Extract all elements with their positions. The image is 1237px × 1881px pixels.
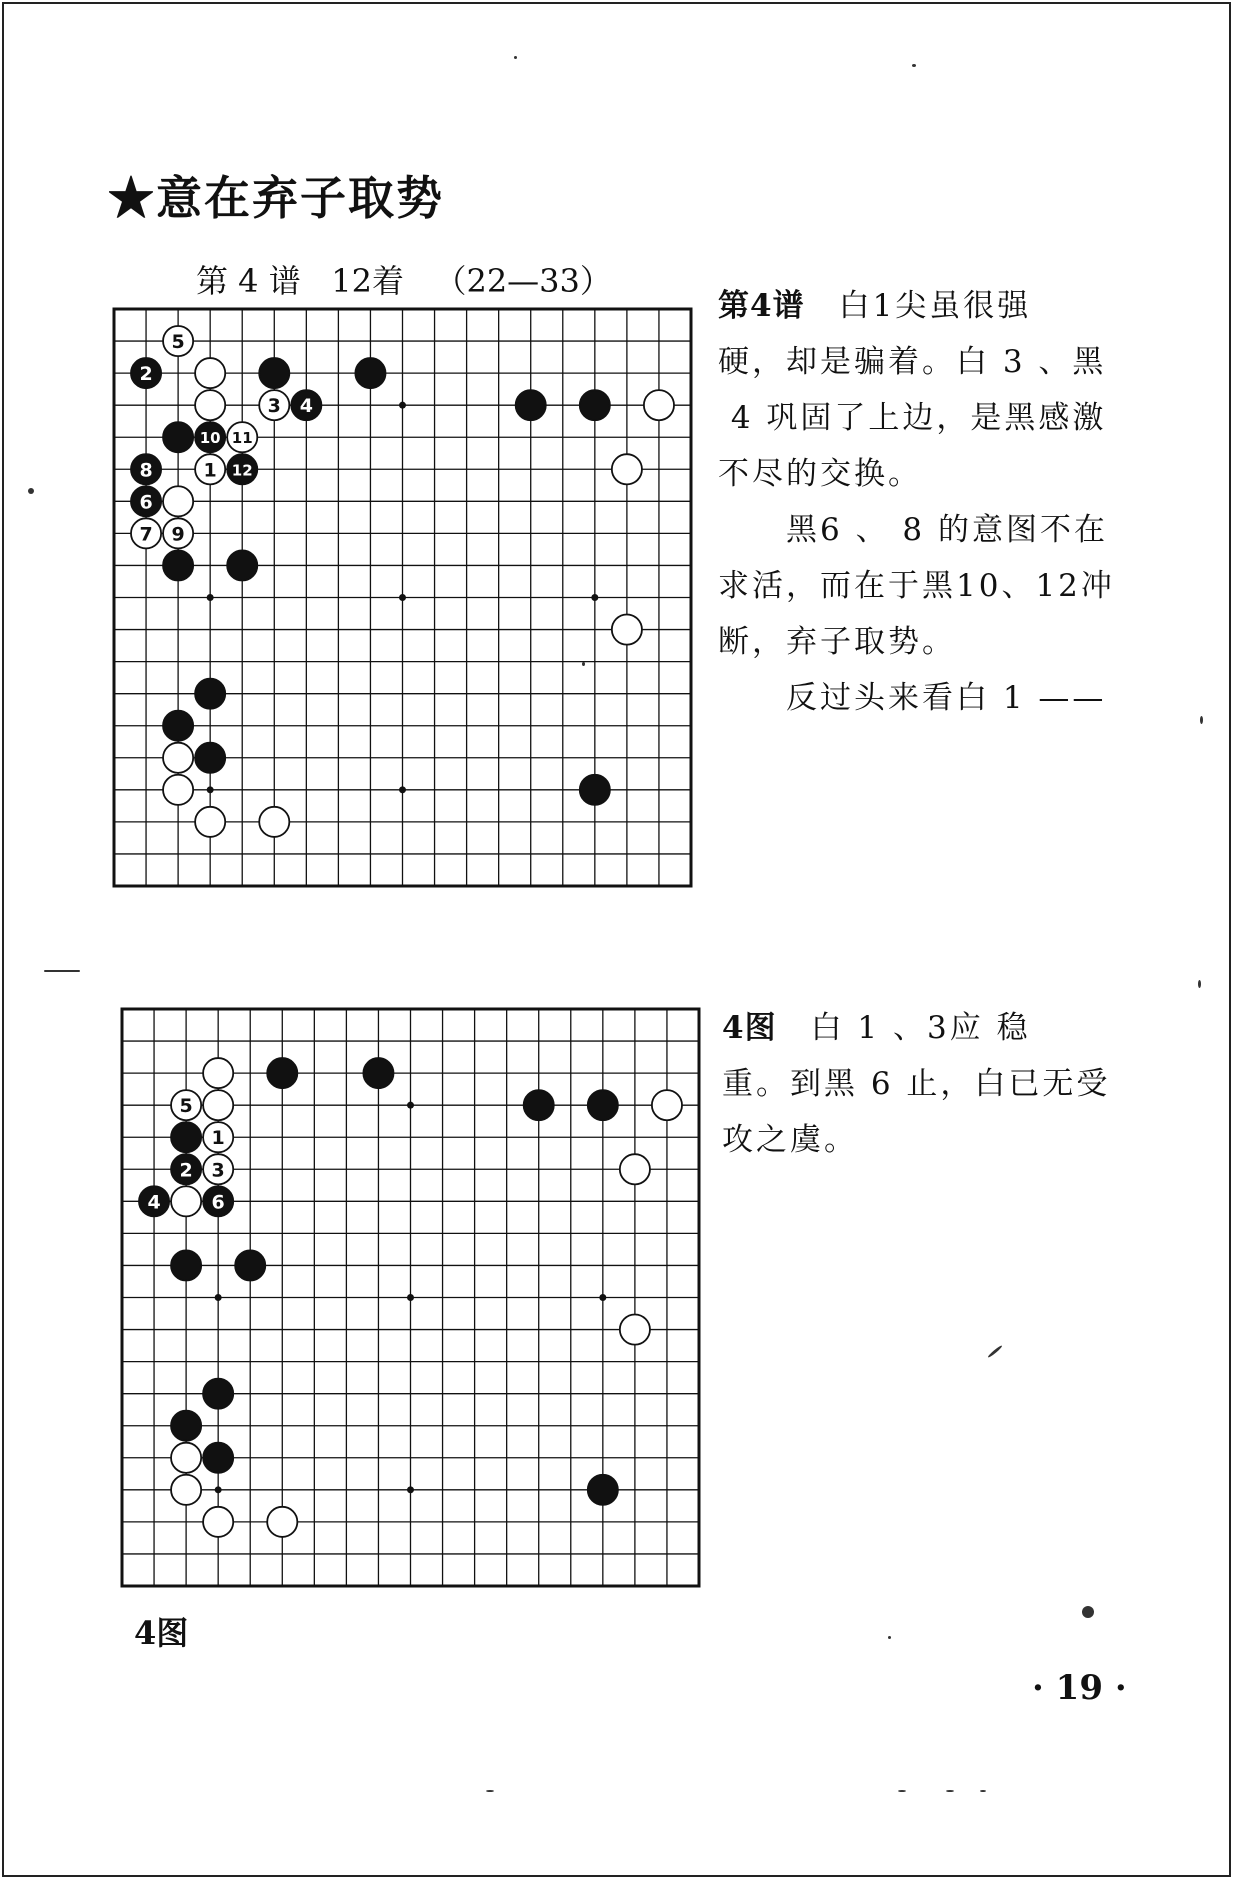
diagram1-caption: 第 4 谱 12着 （22—33）	[196, 262, 612, 300]
commentary-text: 白 1 、3应 稳	[776, 1010, 1031, 1046]
white-stone	[195, 358, 225, 388]
page-number: · 19 ·	[1032, 1668, 1127, 1708]
commentary-line	[718, 278, 1115, 334]
star-point	[215, 1294, 222, 1301]
go-board-diagram-1	[110, 305, 695, 890]
white-stone	[652, 1090, 682, 1120]
commentary-line	[722, 1112, 1110, 1168]
move-number: 4	[299, 395, 313, 418]
diagram1-commentary	[718, 278, 1115, 726]
black-stone	[163, 711, 193, 741]
black-stone	[163, 550, 193, 580]
move-number: 9	[171, 523, 185, 546]
white-stone	[259, 390, 289, 420]
white-stone	[163, 326, 193, 356]
section-title: ★意在弃子取势	[108, 171, 444, 225]
black-stone	[131, 454, 161, 484]
go-board-1-svg	[110, 305, 695, 890]
white-stone	[171, 1186, 201, 1216]
black-stone	[139, 1186, 169, 1216]
black-stone	[203, 1379, 233, 1409]
white-stone	[163, 518, 193, 548]
scan-speck	[1198, 980, 1201, 988]
scan-speck	[1082, 1606, 1094, 1618]
move-number: 12	[231, 461, 253, 480]
black-stone	[171, 1122, 201, 1152]
star-point	[407, 1294, 414, 1301]
white-stone	[203, 1090, 233, 1120]
scan-speck	[888, 1636, 891, 1639]
move-number: 3	[267, 395, 281, 418]
scan-speck	[582, 662, 585, 666]
move-number: 5	[179, 1095, 193, 1118]
commentary-line	[718, 446, 1115, 502]
white-stone	[203, 1507, 233, 1537]
star-point	[207, 594, 214, 601]
white-stone	[612, 614, 642, 644]
black-stone	[355, 358, 385, 388]
commentary-line	[722, 1000, 1110, 1056]
black-stone	[203, 1186, 233, 1216]
commentary-line	[718, 502, 1115, 558]
black-stone	[131, 486, 161, 516]
commentary-text: 黑6 、 8 的意图不在	[718, 512, 1109, 548]
black-stone	[227, 454, 257, 484]
move-number: 3	[211, 1159, 225, 1182]
commentary-line	[718, 614, 1115, 670]
scan-speck	[44, 970, 80, 972]
move-number: 2	[179, 1159, 193, 1182]
black-stone	[580, 775, 610, 805]
white-stone	[171, 1443, 201, 1473]
move-number: 2	[139, 363, 153, 386]
move-number: 8	[139, 459, 153, 482]
scan-speck	[514, 56, 517, 59]
black-stone	[171, 1154, 201, 1184]
black-stone	[227, 550, 257, 580]
white-stone	[163, 743, 193, 773]
black-stone	[291, 390, 321, 420]
white-stone	[171, 1475, 201, 1505]
commentary-text: 攻之虞。	[722, 1122, 858, 1158]
figure-label: 4图	[134, 1614, 189, 1652]
black-stone	[163, 422, 193, 452]
diagram2-commentary	[722, 1000, 1110, 1168]
move-number: 1	[203, 459, 217, 482]
commentary-line	[718, 390, 1115, 446]
move-number: 1	[211, 1127, 225, 1150]
star-point	[407, 1102, 414, 1109]
star-point	[399, 402, 406, 409]
commentary-text: 求活，而在于黑10、12冲	[718, 568, 1115, 604]
scan-speck	[898, 1790, 906, 1792]
black-stone	[588, 1475, 618, 1505]
commentary-line	[718, 334, 1115, 390]
white-stone	[203, 1154, 233, 1184]
black-stone	[363, 1058, 393, 1088]
commentary-text: 反过头来看白 1 ——	[718, 680, 1107, 716]
commentary-line	[718, 558, 1115, 614]
white-stone	[620, 1314, 650, 1344]
black-stone	[516, 390, 546, 420]
scan-speck	[912, 64, 916, 67]
move-number: 7	[139, 523, 153, 546]
star-point	[407, 1486, 414, 1493]
black-stone	[171, 1411, 201, 1441]
black-stone	[203, 1443, 233, 1473]
commentary-text: 白1尖虽很强	[804, 288, 1032, 324]
white-stone	[227, 422, 257, 452]
commentary-text: 硬，却是骗着。白 3 、黑	[718, 344, 1107, 380]
commentary-text: 4 巩固了上边，是黑感激	[718, 400, 1107, 436]
white-stone	[195, 807, 225, 837]
white-stone	[195, 390, 225, 420]
star-point	[591, 594, 598, 601]
move-number: 5	[171, 331, 185, 354]
black-stone	[195, 679, 225, 709]
commentary-lead: 4图	[722, 1010, 777, 1046]
black-stone	[588, 1090, 618, 1120]
white-stone	[267, 1507, 297, 1537]
white-stone	[203, 1122, 233, 1152]
white-stone	[163, 775, 193, 805]
scan-speck	[28, 488, 34, 494]
black-stone	[195, 743, 225, 773]
star-point	[399, 594, 406, 601]
commentary-line	[718, 670, 1115, 726]
commentary-text: 不尽的交换。	[718, 456, 922, 492]
white-stone	[612, 454, 642, 484]
move-number: 6	[139, 491, 153, 514]
star-point	[207, 786, 214, 793]
scan-speck	[980, 1790, 986, 1792]
star-point	[399, 786, 406, 793]
scan-speck	[486, 1790, 494, 1792]
star-point	[599, 1294, 606, 1301]
white-stone	[163, 486, 193, 516]
black-stone	[267, 1058, 297, 1088]
go-board-2-svg	[118, 1005, 703, 1590]
move-number: 4	[147, 1191, 161, 1214]
move-number: 10	[199, 429, 221, 448]
white-stone	[259, 807, 289, 837]
white-stone	[171, 1090, 201, 1120]
white-stone	[195, 454, 225, 484]
black-stone	[195, 422, 225, 452]
black-stone	[235, 1250, 265, 1280]
commentary-text: 重。到黑 6 止，白已无受	[722, 1066, 1111, 1102]
scan-speck	[946, 1790, 954, 1792]
go-board-diagram-2	[118, 1005, 703, 1590]
scan-speck	[1200, 716, 1203, 724]
black-stone	[171, 1250, 201, 1280]
move-number: 6	[211, 1191, 225, 1214]
star-point	[215, 1486, 222, 1493]
black-stone	[131, 358, 161, 388]
black-stone	[580, 390, 610, 420]
commentary-text: 断，弃子取势。	[718, 624, 956, 660]
white-stone	[644, 390, 674, 420]
white-stone	[131, 518, 161, 548]
white-stone	[203, 1058, 233, 1088]
commentary-line	[722, 1056, 1110, 1112]
commentary-lead: 第4谱	[718, 288, 805, 324]
move-number: 11	[231, 429, 253, 448]
black-stone	[524, 1090, 554, 1120]
black-stone	[259, 358, 289, 388]
white-stone	[620, 1154, 650, 1184]
